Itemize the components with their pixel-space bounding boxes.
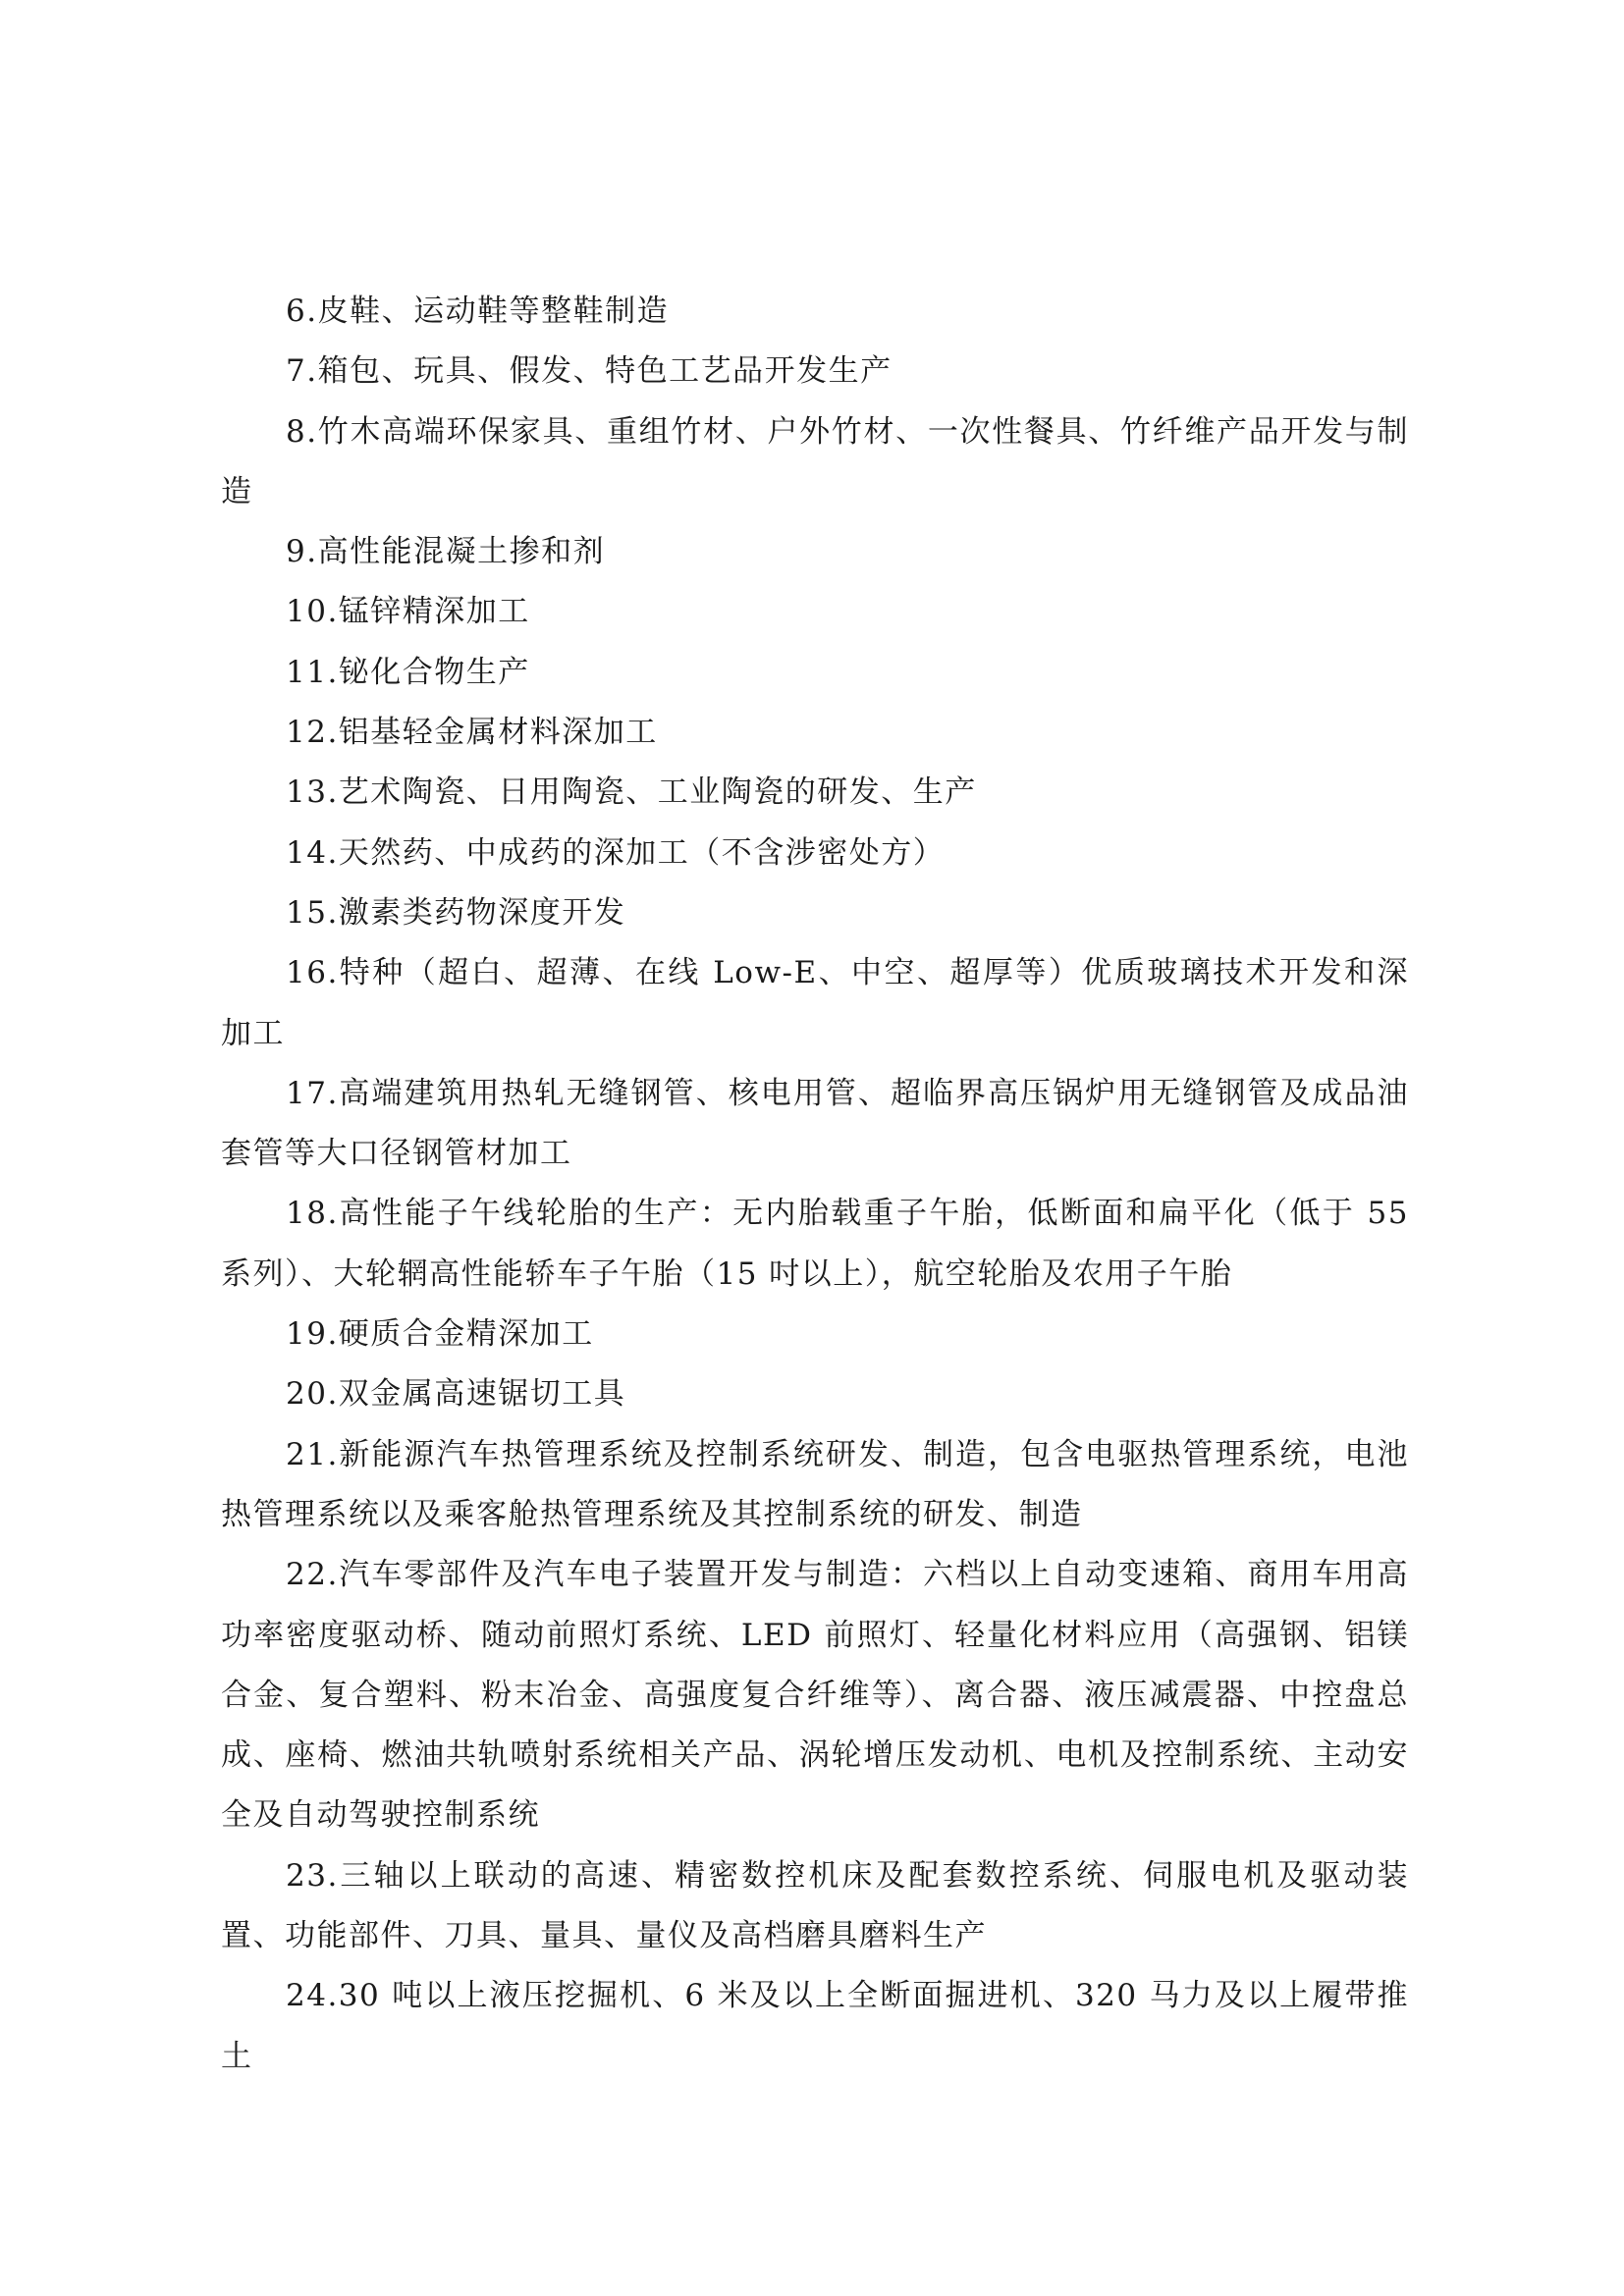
list-item-10: 10.锰锌精深加工	[286, 594, 530, 630]
list-item-11: 11.铋化合物生产	[286, 654, 530, 690]
list-item-21: 21.新能源汽车热管理系统及控制系统研发、制造，包含电驱热管理系统，电池热管理系统以及乘客舱热管理系统及其控制系统的研发、制造	[221, 1436, 1409, 1532]
list-item-19: 19.硬质合金精深加工	[286, 1316, 594, 1353]
list-item-17: 17.高端建筑用热轧无缝钢管、核电用管、超临界高压锅炉用无缝钢管及成品油套管等大口径钢管材加工	[221, 1075, 1409, 1172]
list-item-12: 12.铝基轻金属材料深加工	[286, 715, 658, 751]
list-item-24: 24.30 吨以上液压挖掘机、6 米及以上全断面掘进机、320 马力及以上履带推土	[221, 1978, 1409, 2074]
list-item-23: 23.三轴以上联动的高速、精密数控机床及配套数控系统、伺服电机及驱动装置、功能部件、刀具、量具、量仪及高档磨具磨料生产	[221, 1857, 1409, 1954]
list-item-22: 22.汽车零部件及汽车电子装置开发与制造：六档以上自动变速箱、商用车用高功率密度驱动桥、随动前照灯系统、LED 前照灯、轻量化材料应用（高强钢、铝镁合金、复合塑料、粉末冶金、高强度复合纤维等）、离合器、液压减震器、中控盘总成、座椅、燃油共轨喷射系统相关产品、涡轮增压发动机、电机及控制系统、主动安全及自动驾驶控制系统	[221, 1557, 1409, 1834]
list-item-7: 7.箱包、玩具、假发、特色工艺品开发生产	[286, 353, 893, 390]
list-item-20: 20.双金属高速锯切工具	[286, 1376, 626, 1413]
list-item-8: 8.竹木高端环保家具、重组竹材、户外竹材、一次性餐具、竹纤维产品开发与制造	[221, 413, 1409, 509]
list-item-14: 14.天然药、中成药的深加工（不含涉密处方）	[286, 834, 946, 871]
list-item-16: 16.特种（超白、超薄、在线 Low-E、中空、超厚等）优质玻璃技术开发和深加工	[221, 955, 1409, 1051]
list-item-9: 9.高性能混凝土掺和剂	[286, 534, 606, 570]
list-item-6: 6.皮鞋、运动鞋等整鞋制造	[286, 294, 670, 329]
document-page	[221, 282, 1409, 2087]
list-item-18: 18.高性能子午线轮胎的生产：无内胎载重子午胎，低断面和扁平化（低于 55 系列）、大轮辋高性能轿车子午胎（15 吋以上），航空轮胎及农用子午胎	[221, 1196, 1409, 1292]
list-item-13: 13.艺术陶瓷、日用陶瓷、工业陶瓷的研发、生产	[286, 774, 977, 811]
list-item-15: 15.激素类药物深度开发	[286, 894, 626, 931]
